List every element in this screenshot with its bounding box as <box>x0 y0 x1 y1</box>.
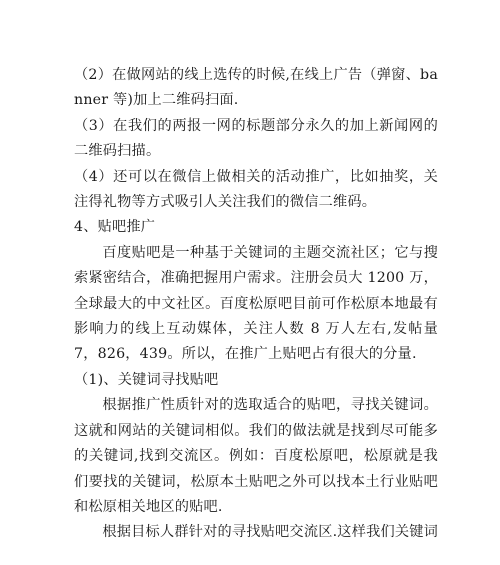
document-body <box>74 63 438 546</box>
paragraph-keyword-search: 根据推广性质针对的选取适合的贴吧，寻找关键词。这就和网站的关键词相似。我们的做法就是找到尽可能多的关键词,找到交流区。例如：百度松原吧，松原就是我们要找的关键词，松原本土贴吧之外可以找本土行业贴吧和松原相关地区的贴吧. <box>74 397 438 515</box>
section-heading: 4、贴吧推广 <box>74 219 156 236</box>
subsection-heading: （1)、关键词寻找贴吧 <box>74 371 219 388</box>
list-item-2: （2）在做网站的线上选传的时候,在线上广告（弹窗、banner 等)加上二维码扫面. <box>74 67 438 109</box>
bottom-fade <box>0 542 500 565</box>
paragraph-tieba-intro: 百度贴吧是一种基于关键词的主题交流社区；它与搜索紧密结合，准确把握用户需求。注册会员大 1200 万，全球最大的中文社区。百度松原吧目前可作松原本地最有影响力的线上互动媒体，关注人数 8 万人左右,发帖量 7，826，439。所以，在推广上贴吧占有很大的分量. <box>74 244 438 363</box>
list-item-3: （3）在我们的两报一网的标题部分永久的加上新闻网的二维码扫描。 <box>74 117 438 160</box>
list-item-4: （4）还可以在微信上做相关的活动推广，比如抽奖，关注得礼物等方式吸引人关注我们的微信二维码。 <box>74 168 438 211</box>
paragraph-target-audience: 根据目标人群针对的寻找贴吧交流区.这样我们关键词 <box>102 524 439 541</box>
